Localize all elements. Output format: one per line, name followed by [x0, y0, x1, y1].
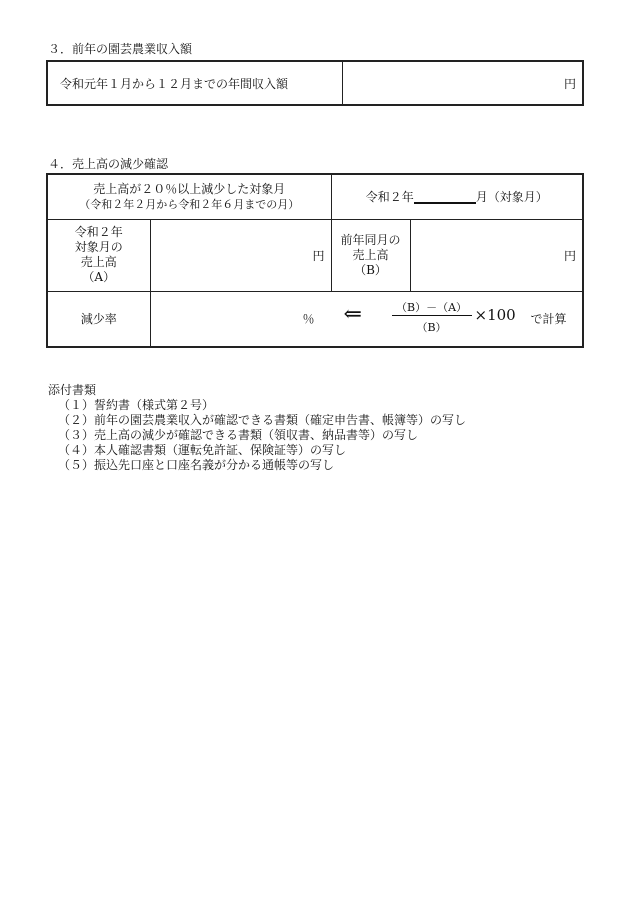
sales-b-field[interactable] [410, 219, 583, 291]
rate-unit: ％ [302, 311, 315, 326]
formula-multiplier: ×100 [474, 305, 516, 324]
sales-a-label-line: 令和２年 [74, 225, 123, 239]
formula-fraction-line [392, 315, 472, 316]
formula-note: で計算 [530, 311, 567, 326]
sales-b-label-line: （B） [354, 262, 387, 277]
left-arrow-icon: ⇐ [343, 301, 362, 327]
sales-a-label [47, 219, 150, 291]
list-item: （３）売上高の減少が確認できる書類（領収書、納品書等）の写し [58, 428, 419, 442]
attachments-list [58, 398, 466, 473]
section3-heading: ３．前年の園芸農業収入額 [48, 42, 193, 56]
section4-table [46, 173, 584, 348]
rate-cell [150, 291, 583, 347]
target-month-line2: （令和２年２月から令和２年６月までの月） [79, 197, 300, 211]
target-month-prefix: 令和２年 [365, 190, 414, 205]
attachments-heading: 添付書類 [48, 383, 97, 397]
formula-denominator: （B） [416, 320, 447, 334]
rate-label: 減少率 [47, 291, 150, 347]
list-item: （５）振込先口座と口座名義が分かる通帳等の写し [58, 458, 335, 472]
section4-heading: ４．売上高の減少確認 [48, 157, 169, 171]
annual-income-unit: 円 [563, 76, 576, 91]
target-month-description [47, 174, 331, 219]
sales-a-label-line: （A） [82, 270, 116, 284]
sales-a-field[interactable] [150, 219, 331, 291]
sales-b-unit: 円 [563, 248, 576, 263]
sales-a-label-line: 対象月の [74, 240, 123, 254]
sales-b-label-line: 売上高 [352, 247, 389, 262]
list-item: （２）前年の園芸農業収入が確認できる書類（確定申告書、帳簿等）の写し [58, 413, 467, 427]
target-month-suffix: 月（対象月） [475, 190, 548, 205]
annual-income-label: 令和元年１月から１２月までの年間収入額 [47, 61, 343, 105]
section3-table [46, 60, 584, 106]
list-item: （４）本人確認書類（運転免許証、保険証等）の写し [58, 443, 347, 457]
annual-income-field[interactable] [343, 61, 584, 105]
target-month-input[interactable] [414, 190, 476, 204]
sales-b-label-line: 前年同月の [340, 232, 401, 247]
sales-a-label-line: 売上高 [80, 255, 117, 269]
list-item: （１）誓約書（様式第２号） [58, 398, 215, 412]
target-month-cell [331, 174, 583, 219]
target-month-line1: 売上高が２０％以上減少した対象月 [93, 181, 286, 196]
sales-b-label [331, 219, 410, 291]
formula-numerator: （B）－（A） [395, 300, 468, 314]
sales-a-unit: 円 [312, 248, 325, 263]
